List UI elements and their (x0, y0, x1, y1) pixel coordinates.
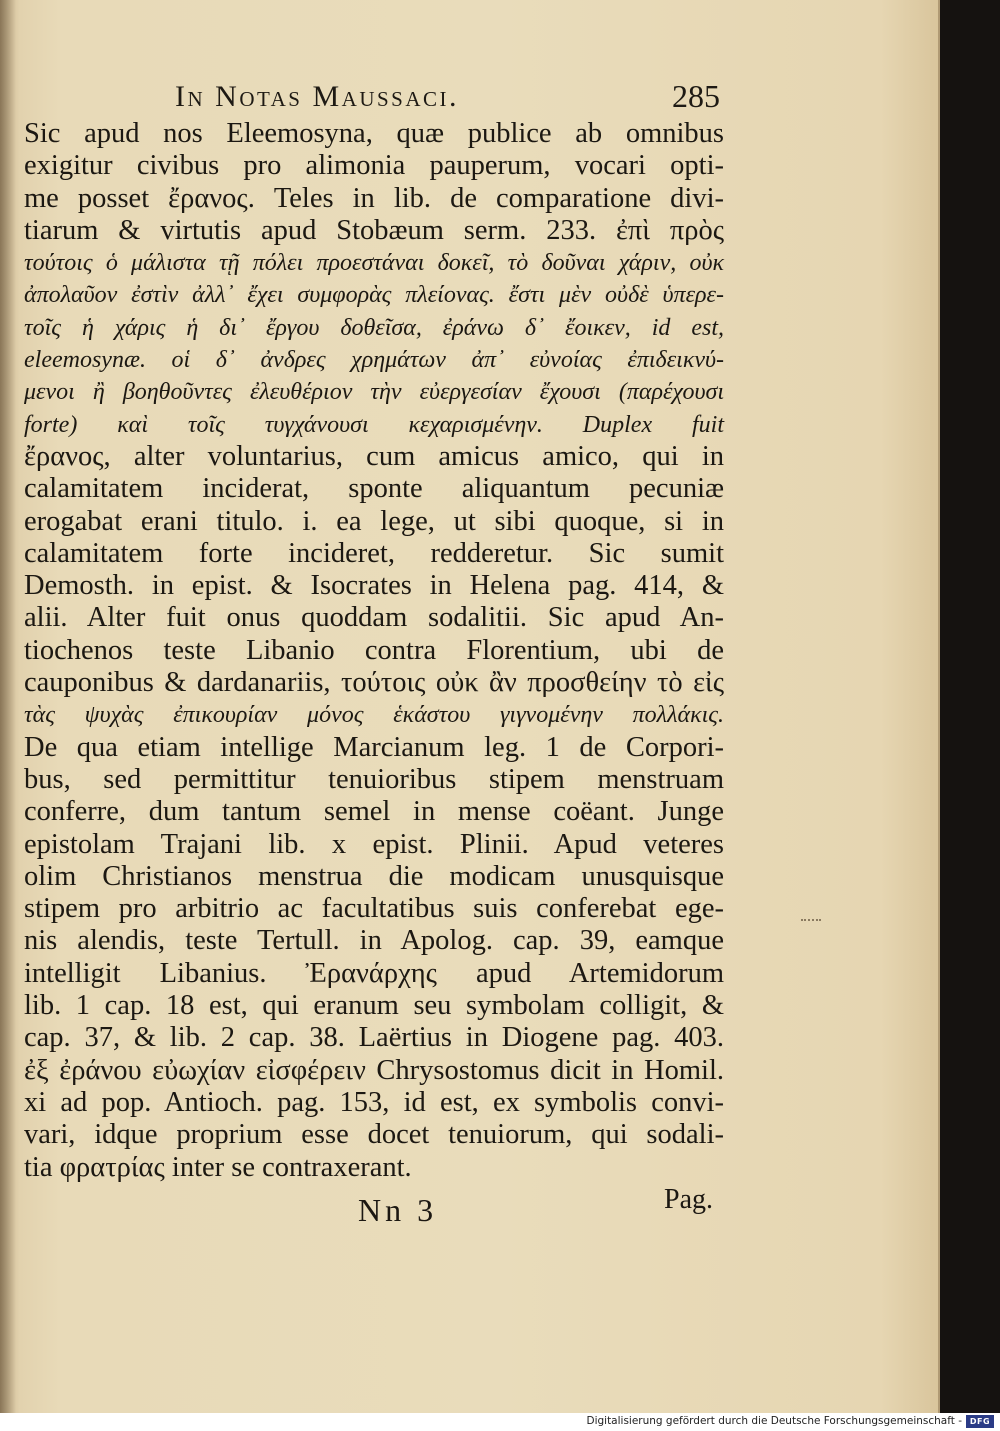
dfg-logo-icon: DFG (966, 1415, 994, 1428)
text-line: ἐξ ἐράνου εὐωχίαν εἰσφέρειν Chrysostomus dicit in Homil. (24, 1054, 724, 1086)
signature-mark: Nn 3 (358, 1192, 438, 1228)
text-line: stipem pro arbitrio ac facultatibus suis conferebat ege- (24, 893, 724, 925)
text-line: Demosth. in epist. & Isocrates in Helena pag. 414, & (24, 570, 724, 602)
text-line: alii. Alter fuit onus quoddam sodalitii. Sic apud An- (24, 602, 724, 634)
margin-mark (801, 919, 821, 925)
text-line: calamitatem inciderat, sponte aliquantum pecuniæ (24, 473, 724, 505)
text-line: τούτοις ὁ μάλιστα τῇ πόλει προεστάναι δοκεῖ, τὸ δοῦναι χάριν, οὐκ (24, 250, 724, 277)
text-line: me posset ἔρανος. Teles in lib. de comparatione divi- (24, 182, 724, 214)
catchword: Pag. (664, 1184, 713, 1215)
text-line: forte) καὶ τοῖς τυγχάνουσι κεχαρισμένην. Duplex fuit (24, 411, 724, 438)
text-line: xi ad pop. Antioch. pag. 153, id est, ex symbolis convi- (24, 1086, 724, 1118)
text-line: bus, sed permittitur tenuioribus stipem menstruam (24, 763, 724, 795)
text-line: ἔρανος, alter voluntarius, cum amicus amico, qui in (24, 440, 724, 472)
text-line: calamitatem forte incideret, redderetur. Sic sumit (24, 537, 724, 569)
text-line: erogabat erani titulo. i. ea lege, ut sibi quoque, si in (24, 505, 724, 537)
text-line: exigitur civibus pro alimonia pauperum, vocari opti- (24, 150, 724, 182)
text-line: τοῖς ἡ χάρις ἡ δι᾽ ἔργου δοθεῖσα, ἐράνω δ᾽ ἔοικεν, id est, (24, 314, 724, 341)
text-line: tiarum & virtutis apud Stobæum serm. 233. ἐπὶ πρὸς (24, 214, 724, 246)
text-line: lib. 1 cap. 18 est, qui eranum seu symbolam colligit, & (24, 990, 724, 1022)
text-line: De qua etiam intellige Marcianum leg. 1 de Corpori- (24, 731, 724, 763)
text-line: cap. 37, & lib. 2 cap. 38. Laërtius in Diogene pag. 403. (24, 1022, 724, 1054)
text-line: epistolam Trajani lib. x epist. Plinii. Apud veteres (24, 828, 724, 860)
text-line: tia φρατρίας inter se contraxerant. (24, 1151, 412, 1183)
text-line: ἀπολαῦον ἐστὶν ἀλλ᾽ ἔχει συμφορὰς πλείονας. ἔστι μὲν οὐδὲ ὑπερε- (24, 282, 724, 309)
text-line: μενοι ἢ βοηθοῦντες ἐλευθέριον τὴν εὐεργεσίαν ἔχουσι (παρέχουσι (24, 379, 724, 406)
text-line: nis alendis, teste Tertull. in Apolog. cap. 39, eamque (24, 925, 724, 957)
text-line: eleemosynæ. οἱ δ᾽ ἀνδρες χρημάτων ἀπ᾽ εὐνοίας ἐπιδεικνύ- (24, 347, 724, 374)
text-line: Sic apud nos Eleemosyna, quæ publice ab omnibus (24, 118, 724, 149)
page-header (175, 74, 720, 118)
funding-credit: Digitalisierung gefördert durch die Deutsche Forschungsgemeinschaft - (586, 1415, 962, 1427)
body-text (24, 118, 724, 1184)
text-line: tiochenos teste Libanio contra Florentium, ubi de (24, 634, 724, 666)
text-line: cauponibus & dardanariis, τούτοις οὐκ ἂν προσθείην τὸ εἰς (24, 667, 724, 699)
text-line: olim Christianos menstrua die modicam unusquisque (24, 860, 724, 892)
text-line: vari, idque proprium esse docet tenuiorum, qui sodali- (24, 1119, 724, 1151)
text-line: intelligit Libanius. Ἐρανάρχης apud Artemidorum (24, 957, 724, 989)
digitization-footer (0, 1413, 1000, 1431)
page-number: 285 (672, 78, 720, 114)
text-line: τὰς ψυχὰς ἐπικουρίαν μόνος ἑκάστου γιγνομένην πολλάκις. (24, 702, 724, 729)
text-line: conferre, dum tantum semel in mense coëant. Junge (24, 796, 724, 828)
running-title: In Notas Maussaci. (175, 80, 460, 113)
